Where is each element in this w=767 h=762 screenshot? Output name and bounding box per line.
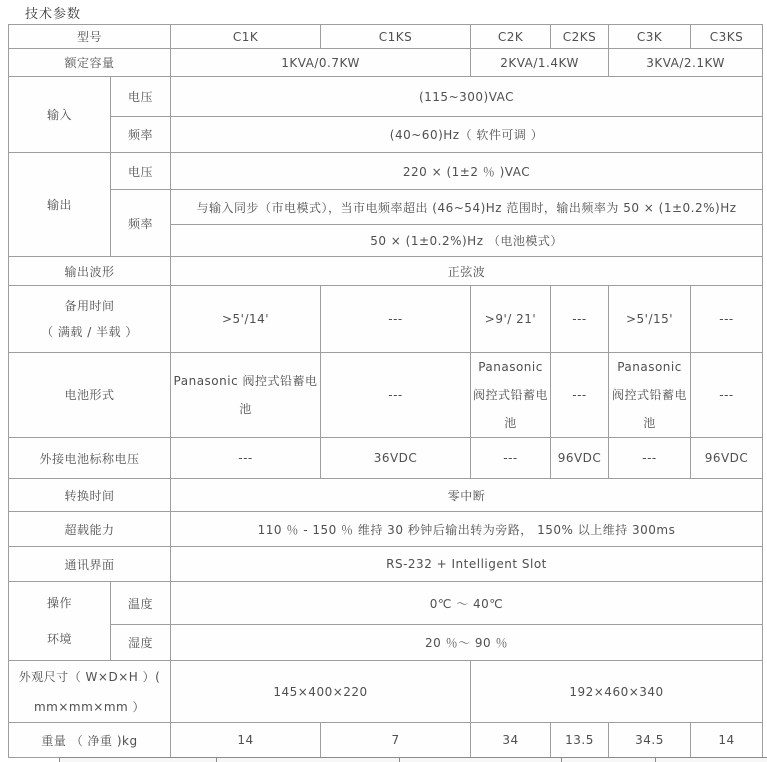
page-title: 技术参数 bbox=[25, 7, 82, 22]
output-frequency-value-1: 与输入同步（市电模式），当市电频率超出 (46~54)Hz 范围时，输出频率为 50 × (1±0.2%)Hz bbox=[171, 190, 763, 225]
output-voltage-value: 220 × (1±2 ％ )VAC bbox=[171, 153, 763, 190]
output-label: 输出 bbox=[9, 153, 111, 257]
temperature-value: 0℃ ～ 40℃ bbox=[171, 582, 763, 625]
battery-type-c1k: Panasonic 阀控式铅蓄电池 bbox=[171, 353, 321, 438]
weight-c2k: 34 bbox=[471, 723, 551, 758]
backup-time-c2ks: --- bbox=[551, 286, 609, 353]
row-weight bbox=[9, 723, 763, 758]
weight-c3k: 34.5 bbox=[609, 723, 691, 758]
overload-value: 110 ％ - 150 ％ 维持 30 秒钟后输出转为旁路， 150% 以上维持 300ms bbox=[171, 512, 763, 547]
row-overload bbox=[9, 512, 763, 547]
backup-time-c1ks: --- bbox=[321, 286, 471, 353]
input-frequency-value: (40~60)Hz（ 软件可调 ） bbox=[171, 117, 763, 153]
backup-time-c3k: >5'/15' bbox=[609, 286, 691, 353]
battery-type-c3k: Panasonic 阀控式铅蓄电池 bbox=[609, 353, 691, 438]
overload-label: 超载能力 bbox=[9, 512, 171, 547]
row-input-frequency bbox=[9, 117, 763, 153]
fragment-divider bbox=[399, 758, 400, 762]
input-frequency-label: 频率 bbox=[111, 117, 171, 153]
ext-battery-voltage-c2k: --- bbox=[471, 438, 551, 479]
backup-time-label bbox=[9, 286, 171, 353]
battery-type-c2k: Panasonic 阀控式铅蓄电池 bbox=[471, 353, 551, 438]
model-c3k: C3K bbox=[609, 25, 691, 49]
dimensions-label bbox=[9, 661, 171, 723]
ext-battery-voltage-c1ks: 36VDC bbox=[321, 438, 471, 479]
output-voltage-label: 电压 bbox=[111, 153, 171, 190]
model-c2k: C2K bbox=[471, 25, 551, 49]
fragment-divider bbox=[561, 758, 562, 762]
row-env-humidity bbox=[9, 625, 763, 661]
model-label: 型号 bbox=[9, 25, 171, 49]
dimensions-large: 192×460×340 bbox=[471, 661, 763, 723]
ext-battery-voltage-c1k: --- bbox=[171, 438, 321, 479]
backup-time-c1k: >5'/14' bbox=[171, 286, 321, 353]
model-c2ks: C2KS bbox=[551, 25, 609, 49]
transfer-time-value: 零中断 bbox=[171, 479, 763, 512]
input-voltage-label: 电压 bbox=[111, 77, 171, 117]
row-waveform bbox=[9, 257, 763, 286]
row-output-voltage bbox=[9, 153, 763, 190]
model-c1k: C1K bbox=[171, 25, 321, 49]
weight-c3ks: 14 bbox=[691, 723, 763, 758]
backup-time-c3ks: --- bbox=[691, 286, 763, 353]
communication-value: RS-232 + Intelligent Slot bbox=[171, 547, 763, 582]
environment-label-line2: 环境 bbox=[46, 632, 72, 646]
weight-label: 重量 （ 净重 )kg bbox=[9, 723, 171, 758]
output-frequency-label: 频率 bbox=[111, 190, 171, 257]
fragment-divider bbox=[655, 758, 656, 762]
dimensions-small: 145×400×220 bbox=[171, 661, 471, 723]
capacity-3k: 3KVA/2.1KW bbox=[609, 49, 763, 77]
capacity-label: 额定容量 bbox=[9, 49, 171, 77]
backup-time-c2k: >9'/ 21' bbox=[471, 286, 551, 353]
ext-battery-voltage-label: 外接电池标称电压 bbox=[9, 438, 171, 479]
backup-time-label-line1: 备用时间 bbox=[64, 299, 115, 313]
waveform-value: 正弦波 bbox=[171, 257, 763, 286]
battery-type-c2ks: --- bbox=[551, 353, 609, 438]
environment-label-line1: 操作 bbox=[46, 596, 72, 610]
capacity-1k: 1KVA/0.7KW bbox=[171, 49, 471, 77]
row-backup-time bbox=[9, 286, 763, 353]
battery-type-c1ks: --- bbox=[321, 353, 471, 438]
battery-type-label: 电池形式 bbox=[9, 353, 171, 438]
row-env-temperature bbox=[9, 582, 763, 625]
output-frequency-value-2: 50 × (1±0.2%)Hz （电池模式） bbox=[171, 225, 763, 257]
row-input-voltage bbox=[9, 77, 763, 117]
model-c1ks: C1KS bbox=[321, 25, 471, 49]
humidity-value: 20 ％～ 90 ％ bbox=[171, 625, 763, 661]
row-dimensions bbox=[9, 661, 763, 723]
ext-battery-voltage-c3k: --- bbox=[609, 438, 691, 479]
row-model bbox=[9, 25, 763, 49]
backup-time-label-line2: （ 满载 / 半载 ） bbox=[41, 325, 138, 339]
temperature-label: 温度 bbox=[111, 582, 171, 625]
next-table-fragment bbox=[59, 757, 767, 762]
row-communication bbox=[9, 547, 763, 582]
battery-type-c3ks: --- bbox=[691, 353, 763, 438]
capacity-2k: 2KVA/1.4KW bbox=[471, 49, 609, 77]
humidity-label: 湿度 bbox=[111, 625, 171, 661]
waveform-label: 输出波形 bbox=[9, 257, 171, 286]
ext-battery-voltage-c3ks: 96VDC bbox=[691, 438, 763, 479]
ext-battery-voltage-c2ks: 96VDC bbox=[551, 438, 609, 479]
weight-c1k: 14 bbox=[171, 723, 321, 758]
weight-c1ks: 7 bbox=[321, 723, 471, 758]
communication-label: 通讯界面 bbox=[9, 547, 171, 582]
input-voltage-value: (115~300)VAC bbox=[171, 77, 763, 117]
row-output-frequency-1 bbox=[9, 190, 763, 225]
environment-label bbox=[9, 582, 111, 661]
input-label: 输入 bbox=[9, 77, 111, 153]
transfer-time-label: 转换时间 bbox=[9, 479, 171, 512]
fragment-divider bbox=[216, 758, 217, 762]
row-battery-type bbox=[9, 353, 763, 438]
row-capacity bbox=[9, 49, 763, 77]
dimensions-label-line2: mm×mm×mm ） bbox=[33, 699, 146, 714]
row-transfer-time bbox=[9, 479, 763, 512]
weight-c2ks: 13.5 bbox=[551, 723, 609, 758]
spec-table bbox=[8, 24, 763, 758]
model-c3ks: C3KS bbox=[691, 25, 763, 49]
row-ext-battery-voltage bbox=[9, 438, 763, 479]
dimensions-label-line1: 外观尺寸（ W×D×H ）( bbox=[18, 669, 161, 684]
